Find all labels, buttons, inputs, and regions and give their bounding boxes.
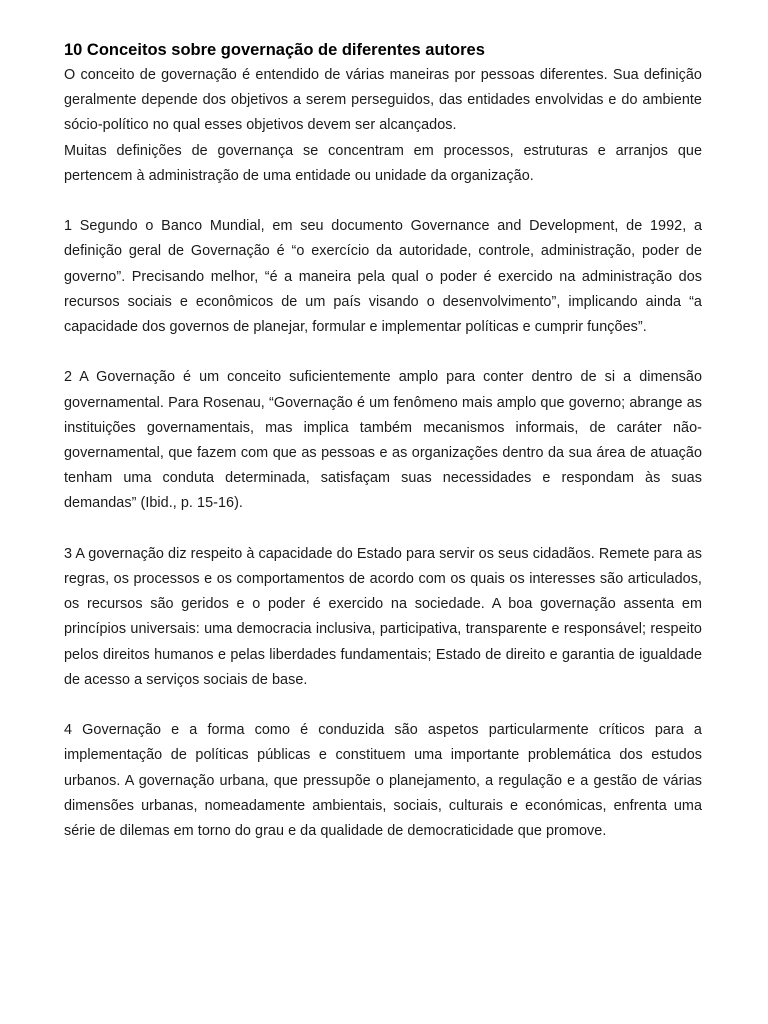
concept-paragraph-4: 4 Governação e a forma como é conduzida são aspetos particularmente críticos para a implementação de políticas públicas e constituem uma importante problemática dos estudos urbanos. A governação urbana, que pressupõe o planejamento, a regulação e a gestão de várias dimensões urbanas, nomeadamente ambientais, sociais, culturais e económicas, enfrenta uma série de dilemas em torno do grau e da qualidade de democraticidade que promove.: [64, 722, 702, 840]
paragraph-spacer: [64, 340, 702, 365]
document-page: [64, 38, 702, 844]
concept-paragraph-3: 3 A governação diz respeito à capacidade do Estado para servir os seus cidadãos. Remete para as regras, os processos e os comportamentos de acordo com os quais os interesses são articulados, os recursos são geridos e o poder é exercido na sociedade. A boa governação assenta em princípios universais: uma democracia inclusiva, participativa, transparente e responsável; respeito pelos direitos humanos e pelas liberdades fundamentais; Estado de direito e garantia de igualdade de acesso a serviços sociais de base.: [64, 545, 702, 688]
intro-paragraph-2: Muitas definições de governança se concentram em processos, estruturas e arranjos que pertencem à administração de uma entidade ou unidade da organização.: [64, 142, 702, 184]
paragraph-spacer: [64, 517, 702, 542]
concept-paragraph-2: 2 A Governação é um conceito suficientemente amplo para conter dentro de si a dimensão governamental. Para Rosenau, “Governação é um fenômeno mais amplo que governo; abrange as instituições governamentais, mas implica também mecanismos informais, de caráter não-governamental, que fazem com que as pessoas e as organizações dentro da sua área de atuação tenham uma conduta determinada, satisfaçam suas necessidades e respondam às suas demandas” (Ibid., p. 15-16).: [64, 369, 702, 512]
concept-paragraph-1: 1 Segundo o Banco Mundial, em seu documento Governance and Development, de 1992, a definição geral de Governação é “o exercício da autoridade, controle, administração, poder de governo”. Precisando melhor, “é a maneira pela qual o poder é exercido na administração dos recursos sociais e econômicos de um país visando o desenvolvimento”, implicando ainda “a capacidade dos governos de planejar, formular e implementar políticas e cumprir funções”.: [64, 218, 702, 336]
intro-paragraph-1: O conceito de governação é entendido de várias maneiras por pessoas diferentes. Sua definição geralmente depende dos objetivos a serem perseguidos, das entidades envolvidas e do ambiente sócio-político no qual esses objetivos devem ser alcançados.: [64, 67, 702, 134]
paragraph-spacer: [64, 693, 702, 718]
paragraph-spacer: [64, 189, 702, 214]
document-title: 10 Conceitos sobre governação de diferentes autores: [64, 41, 485, 59]
